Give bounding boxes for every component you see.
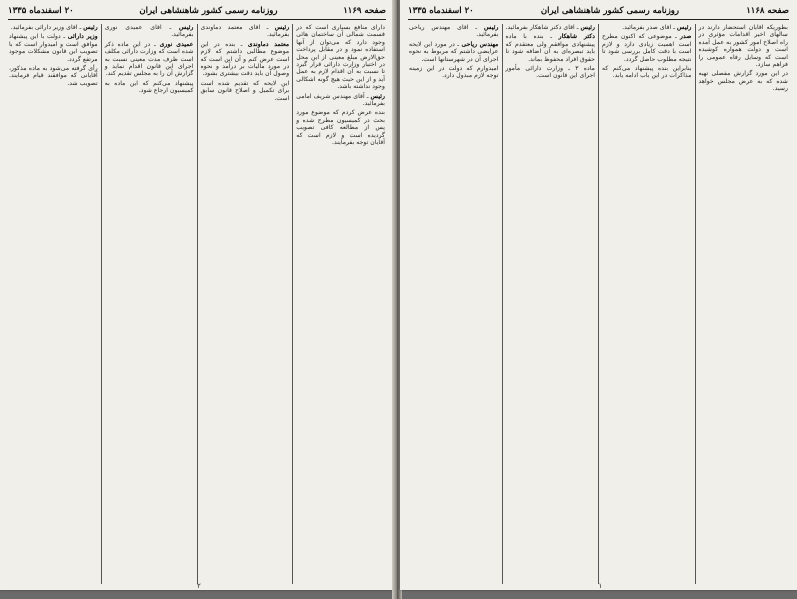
paragraph: رئیس ـ آقای صدر بفرمائید. [622,24,692,31]
paragraph [409,65,499,80]
left-page [0,0,394,590]
speaker-name: مهندس ریاحی [461,40,499,48]
right-page [400,0,797,590]
paragraph-text: بنده در این موضوع مطالبی داشتم که لازم است عرض کنم و آن این است که در مورد مالیات بر درآمد و نحوه وصول آن باید دقت بیشتری بشود. [200,40,290,78]
right-header-number: صفحه ۱۱۶۸ [746,6,789,16]
paragraph-text: بنده با ماده پیشنهادی موافقم ولی معتقدم که باید تبصره‌ای به آن اضافه شود تا حقوق افراد محفوظ بماند. [505,33,595,63]
left-header-number: صفحه ۱۱۶۹ [343,6,386,16]
speaker-name: رئیس [580,24,595,31]
text-column [6,24,102,584]
paragraph-text: بطوریکه آقایان استحضار دارند در سالهای اخیر اقدامات مؤثری در راه اصلاح امور کشور به عمل آمده است و دولت همواره کوشیده است که وسایل رفاه عمومی را فراهم سازد. [698,24,788,69]
paragraph-text: پیشنهاد می‌کنم که این ماده به کمیسیون ارجاع شود. [104,79,194,95]
paragraph-text: آقای عمیدی نوری بفرمائید. [104,24,194,39]
paragraph: عمیدی نوری ـ در این ماده ذکر شده است که وزارت دارائی مکلف است ظرف مدت معینی نسبت به اجرای این قانون اقدام نماید و گزارش آن را به مجلس تقدیم کند. [104,40,194,78]
paragraph: رئیس ـ آقای مهندس ریاحی بفرمائید. [409,24,499,39]
paragraph-text: آقای مهندس شریف امامی بفرمائید. [296,92,385,108]
right-header-date: ۲۰ اسفندماه ۱۳۳۵ [408,6,474,16]
paragraph-text: دولت با این پیشنهاد موافق است و امیدوار است که با تصویب این قانون مشکلات موجود مرتفع گردد. [9,33,98,63]
left-page-columns [6,24,388,584]
paragraph: مهندس ریاحی ـ در مورد این لایحه عرایضی داشتم که مربوط به نحوه اجرای آن در شهرستانها است. [409,40,499,63]
speaker-name: رئیس [370,92,385,100]
speaker-name: رئیس [83,24,98,31]
speaker-name: عمیدی نوری [159,40,194,48]
paragraph-text: موضوعی که اکنون مطرح است اهمیت زیادی دارد و لازم است با دقت کامل بررسی شود تا نتیجه مطلوب حاصل گردد. [602,33,692,63]
paragraph [296,109,385,146]
left-header-title: روزنامه رسمی کشور شاهنشاهی ایران [139,6,278,16]
speaker-name: رئیس [179,24,194,31]
paragraph-text: آقای دکتر شاهکار بفرمائید. [505,24,575,31]
paragraph [506,65,596,80]
speaker-name: رئیس [484,24,499,31]
speaker-name: رئیس [274,24,290,31]
text-column [696,24,792,584]
paragraph-text: دارای منافع بسیاری است که در قسمت شمالی آن ساختمان هائی وجود دارد که می‌توان از آنها استفاده نمود و در مقابل پرداخت حق‌الارض مبلغ معینی از این محل در اختیار وزارت دارائی قرار گیرد تا نسبت به آن اقدام لازم به عمل آید و از این حیث هیچ گونه اشکالی وجود نداشته باشد. [296,24,385,91]
paragraph [201,80,290,102]
paragraph-text: آقای صدر بفرمائید. [622,24,672,31]
text-column [406,24,503,584]
speaker-name: معتمد دماوندی [247,40,290,48]
paragraph-text: این لایحه که تقدیم شده است برای تکمیل و اصلاح قانون سابق است. [200,79,290,102]
text-column [293,24,388,584]
left-page-header [8,4,386,20]
paragraph-text: آقای مهندس ریاحی بفرمائید. [409,24,499,39]
paragraph [602,65,692,80]
paragraph [9,65,98,87]
left-page-number: ۲ [197,582,201,590]
paragraph: رئیس ـ آقای وزیر دارائی بفرمائید. [10,24,98,31]
speaker-name: صدر [680,33,692,41]
speaker-name: وزیر دارائی [67,33,98,41]
paragraph-text: در این مورد گزارش مفصلی تهیه شده که به عرض مجلس خواهد رسید. [698,70,788,93]
paragraph: معتمد دماوندی ـ بنده در این موضوع مطالبی داشتم که لازم است عرض کنم و آن این است که در مورد مالیات بر درآمد و نحوه وصول آن باید دقت بیشتری بشود. [200,40,290,78]
paragraph-text: آقای وزیر دارائی بفرمائید. [10,24,78,31]
left-header-date: ۲۰ اسفندماه ۱۳۳۵ [8,6,74,16]
text-column [503,24,600,584]
right-page-header [408,4,789,20]
right-header-title: روزنامه رسمی کشور شاهنشاهی ایران [540,6,680,16]
speaker-name: دکتر شاهکار [558,33,595,41]
paragraph-text: بنابراین بنده پیشنهاد می‌کنم که مذاکرات در این باب ادامه یابد. [602,65,692,80]
paragraph: رئیس ـ آقای عمیدی نوری بفرمائید. [104,24,194,39]
right-page-number: ۱ [598,582,603,590]
paragraph: رئیس ـ آقای دکتر شاهکار بفرمائید. [505,24,595,31]
paragraph [105,80,194,95]
paragraph-text: ماده ۳ ـ وزارت دارائی مأمور اجرای این قانون است. [505,65,595,80]
speaker-name: رئیس [677,24,692,31]
paragraph-text: رأی گرفته می‌شود به ماده مذکور، آقایانی که موافقند قیام فرمایند. تصویب شد. [9,65,98,87]
paragraph-text: آقای معتمد دماوندی بفرمائید. [200,24,290,39]
paragraph [699,70,789,92]
text-column [599,24,696,584]
paragraph-text: امیدوارم که دولت در این زمینه توجه لازم مبذول دارد. [409,65,499,80]
paragraph-text: در مورد این لایحه عرایضی داشتم که مربوط به نحوه اجرای آن در شهرستانها است. [409,40,499,63]
paragraph-text: بنده عرض کردم که موضوع مورد بحث در کمیسیون مطرح شده و پس از مطالعه کافی تصویب گردیده است و لازم است که آقایان توجه بفرمایند. [296,109,385,147]
paragraph: دکتر شاهکار ـ بنده با ماده پیشنهادی موافقم ولی معتقدم که باید تبصره‌ای به آن اضافه شود تا حقوق افراد محفوظ بماند. [505,33,595,63]
paragraph [296,24,385,91]
paragraph [699,24,789,68]
paragraph: صدر ـ موضوعی که اکنون مطرح است اهمیت زیادی دارد و لازم است با دقت کامل بررسی شود تا نتیجه مطلوب حاصل گردد. [602,33,692,63]
paragraph: رئیس ـ آقای معتمد دماوندی بفرمائید. [200,24,290,39]
paragraph-text: در این ماده ذکر شده است که وزارت دارائی مکلف است ظرف مدت معینی نسبت به اجرای این قانون اقدام نماید و گزارش آن را به مجلس تقدیم کند. [104,40,194,78]
text-column [102,24,198,584]
paragraph: رئیس ـ آقای مهندس شریف امامی بفرمائید. [296,92,385,108]
text-column [198,24,294,584]
right-page-columns [406,24,791,584]
paragraph: وزیر دارائی ـ دولت با این پیشنهاد موافق است و امیدوار است که با تصویب این قانون مشکلات موجود مرتفع گردد. [9,33,98,63]
